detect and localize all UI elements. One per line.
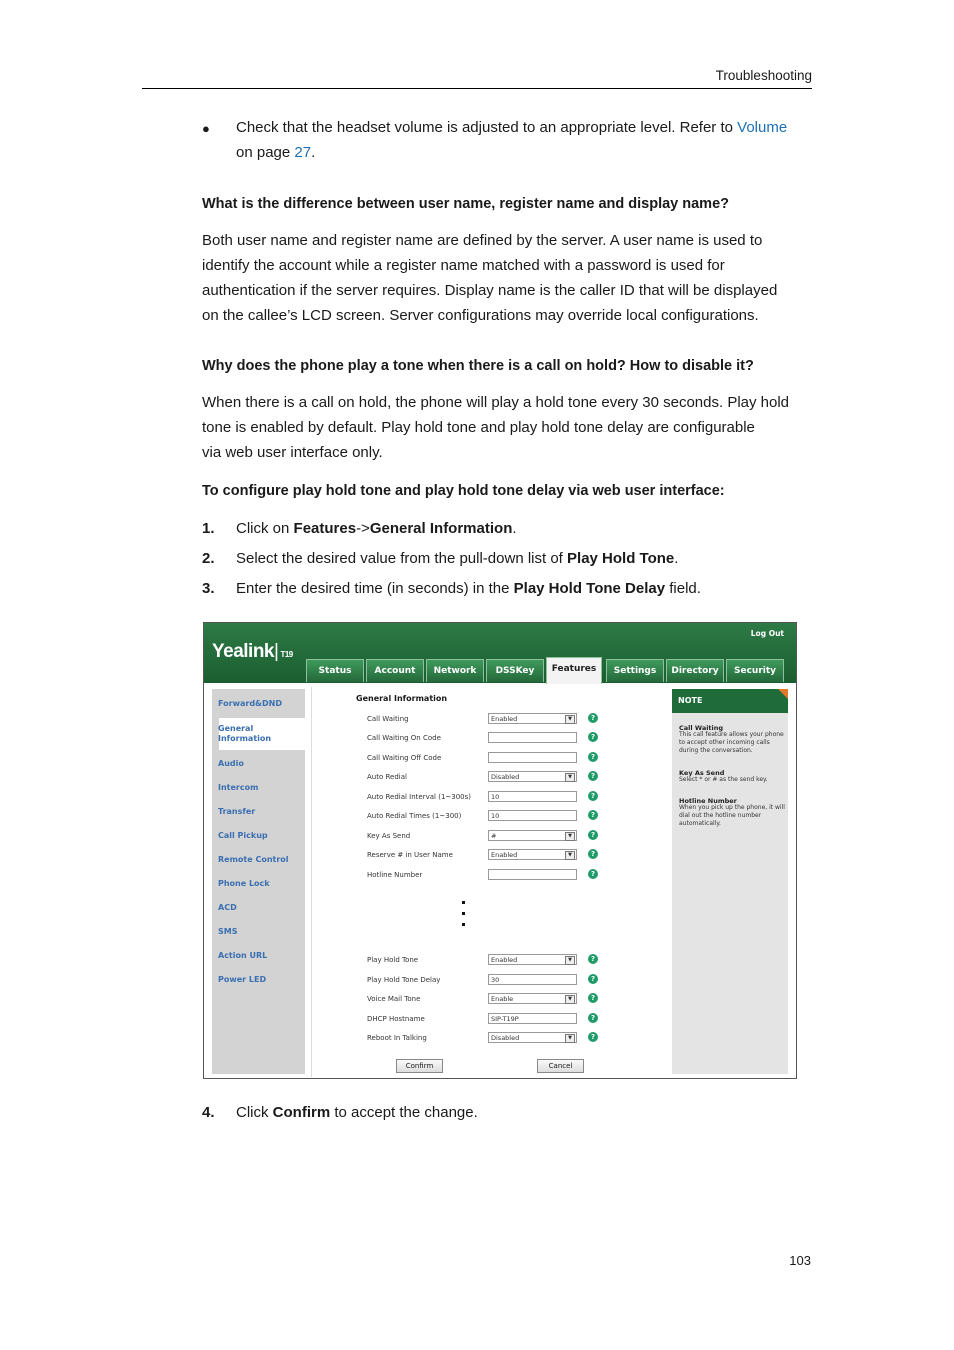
q2-line: tone is enabled by default. Play hold tone and play hold tone delay are configurable [202, 419, 755, 436]
call-waiting-off-code-input[interactable] [488, 752, 577, 763]
help-icon[interactable]: ? [588, 993, 598, 1003]
nav-acd[interactable]: ACD [218, 903, 237, 912]
tab-security[interactable]: Security [726, 659, 784, 682]
web-ui-screenshot [203, 622, 797, 1079]
key-as-send-select[interactable] [488, 830, 577, 841]
auto-redial-select[interactable] [488, 771, 577, 782]
step-bold: Play Hold Tone [567, 550, 675, 567]
help-icon[interactable]: ? [588, 791, 598, 801]
step-bold: Features [293, 520, 357, 537]
logo-text: Yealink [212, 641, 274, 662]
step-text: to accept the change. [330, 1104, 478, 1121]
help-icon[interactable]: ? [588, 732, 598, 742]
chevron-down-icon: ▼ [565, 832, 575, 841]
note-text: Select * or # as the send key. [679, 776, 768, 783]
chevron-down-icon: ▼ [565, 1034, 575, 1043]
q1-heading: What is the difference between user name, register name and display name? [202, 196, 729, 212]
page-number: 103 [789, 1253, 811, 1268]
field-label: Auto Redial Times (1~300) [367, 812, 462, 820]
step-3 [236, 580, 701, 597]
step-text: field. [665, 580, 701, 597]
play-hold-tone-delay-input[interactable]: 30 [488, 974, 577, 985]
field-label: Play Hold Tone Delay [367, 976, 441, 984]
help-icon[interactable]: ? [588, 810, 598, 820]
help-icon[interactable]: ? [588, 1032, 598, 1042]
q1-line: on the callee’s LCD screen. Server configurations may override local configurations. [202, 307, 759, 324]
nav-action-url[interactable]: Action URL [218, 951, 268, 960]
nav-intercom[interactable]: Intercom [218, 783, 259, 792]
step-text: Click on [236, 520, 294, 537]
field-label: Auto Redial [367, 773, 407, 781]
procedure-heading: To configure play hold tone and play hold tone delay via web user interface: [202, 483, 725, 499]
nav-call-pickup[interactable]: Call Pickup [218, 831, 268, 840]
bullet-paragraph [236, 115, 816, 165]
tab-dsskey[interactable]: DSSKey [486, 659, 544, 682]
auto-redial-times-input[interactable]: 10 [488, 810, 577, 821]
tab-status[interactable]: Status [306, 659, 364, 682]
help-icon[interactable]: ? [588, 1013, 598, 1023]
hotline-number-input[interactable] [488, 869, 577, 880]
note-title: Key As Send [679, 769, 725, 777]
nav-general-information[interactable]: General Information [218, 724, 272, 743]
q2-line: When there is a call on hold, the phone will play a hold tone every 30 seconds. Play hold [202, 394, 790, 411]
note-title: Hotline Number [679, 797, 737, 805]
step-text: -> [356, 520, 370, 537]
field-label: DHCP Hostname [367, 1015, 425, 1023]
reserve-hash-select[interactable] [488, 849, 577, 860]
field-value: Enabled [491, 956, 518, 964]
tab-features[interactable]: Features [546, 657, 602, 684]
header-title: Troubleshooting [715, 68, 812, 83]
step-text: . [512, 520, 517, 537]
q2-line: via web user interface only. [202, 444, 383, 461]
field-value: Enable [491, 995, 514, 1003]
yealink-logo: Yealink| T19 [212, 641, 293, 662]
nav-transfer[interactable]: Transfer [218, 807, 256, 816]
field-label: Hotline Number [367, 871, 423, 879]
step-1 [236, 520, 517, 537]
field-label: Call Waiting On Code [367, 734, 441, 742]
help-icon[interactable]: ? [588, 849, 598, 859]
tab-account[interactable]: Account [366, 659, 424, 682]
chevron-down-icon: ▼ [565, 715, 575, 724]
help-icon[interactable]: ? [588, 830, 598, 840]
chevron-down-icon: ▼ [565, 956, 575, 965]
field-value: Disabled [491, 1034, 520, 1042]
nav-power-led[interactable]: Power LED [218, 975, 267, 984]
field-label: Call Waiting [367, 715, 409, 723]
step-bold: General Information [369, 520, 513, 537]
q2-heading: Why does the phone play a tone when there is a call on hold? How to disable it? [202, 358, 754, 374]
field-label: Call Waiting Off Code [367, 754, 442, 762]
auto-redial-interval-input[interactable]: 10 [488, 791, 577, 802]
help-icon[interactable]: ? [588, 771, 598, 781]
nav-audio[interactable]: Audio [218, 759, 244, 768]
help-icon[interactable]: ? [588, 752, 598, 762]
bullet-text-3: . [311, 144, 316, 161]
play-hold-tone-select[interactable] [488, 954, 577, 965]
note-header: NOTE [672, 689, 788, 713]
step-number: 1. [202, 520, 215, 537]
q1-line: Both user name and register name are defined by the server. A user name is used to [202, 232, 763, 249]
cancel-button[interactable]: Cancel [537, 1059, 584, 1073]
chevron-down-icon: ▼ [565, 773, 575, 782]
nav-phone-lock[interactable]: Phone Lock [218, 879, 270, 888]
call-waiting-select[interactable] [488, 713, 577, 724]
help-icon[interactable]: ? [588, 869, 598, 879]
tab-settings[interactable]: Settings [606, 659, 664, 682]
confirm-button[interactable]: Confirm [396, 1059, 443, 1073]
bullet-text-2: on page [236, 144, 295, 161]
field-value: Enabled [491, 851, 518, 859]
field-label: Play Hold Tone [367, 956, 419, 964]
field-label: Voice Mail Tone [367, 995, 421, 1003]
step-2 [236, 550, 678, 567]
running-header [142, 68, 812, 89]
nav-sms[interactable]: SMS [218, 927, 238, 936]
nav-remote-control[interactable]: Remote Control [218, 855, 289, 864]
note-corner [778, 689, 788, 699]
field-label: Auto Redial Interval (1~300s) [367, 793, 472, 801]
dhcp-hostname-input[interactable]: SIP-T19P [488, 1013, 577, 1024]
q1-paragraph [202, 228, 814, 328]
help-icon[interactable]: ? [588, 974, 598, 984]
q2-paragraph [202, 390, 814, 465]
step-number: 4. [202, 1104, 215, 1121]
field-label: Key As Send [367, 832, 411, 840]
step-number: 3. [202, 580, 215, 597]
help-icon[interactable]: ? [588, 713, 598, 723]
chevron-down-icon: ▼ [565, 851, 575, 860]
step-text: . [674, 550, 679, 567]
note-title: Call Waiting [679, 724, 724, 732]
step-text: Click [236, 1104, 273, 1121]
step-bold: Play Hold Tone Delay [513, 580, 666, 597]
q1-line: identify the account while a register name matched with a password is used for [202, 257, 725, 274]
field-value: Disabled [491, 773, 520, 781]
bullet-icon: ● [202, 121, 210, 136]
step-number: 2. [202, 550, 215, 567]
tab-directory[interactable]: Directory [666, 659, 724, 682]
field-value: Enabled [491, 715, 518, 723]
note-text: When you pick up the phone, it will dial out the hotline number automatically. [679, 804, 785, 827]
step-4 [236, 1104, 478, 1121]
step-bold: Confirm [272, 1104, 331, 1121]
voice-mail-tone-select[interactable] [488, 993, 577, 1004]
step-text: Select the desired value from the pull-down list of [236, 550, 568, 567]
page-27-link[interactable]: 27 [294, 144, 312, 161]
call-waiting-on-code-input[interactable] [488, 732, 577, 743]
section-title: General Information [356, 694, 448, 703]
model-text: T19 [280, 650, 293, 659]
logout-link[interactable]: Log Out [750, 629, 784, 638]
reboot-in-talking-select[interactable] [488, 1032, 577, 1043]
tab-network[interactable]: Network [426, 659, 484, 682]
chevron-down-icon: ▼ [565, 995, 575, 1004]
field-label: Reboot In Talking [367, 1034, 427, 1042]
field-label: Reserve # in User Name [367, 851, 453, 859]
bullet-text: Check that the headset volume is adjusted to an appropriate level. Refer to [236, 119, 738, 136]
q1-line: authentication if the server requires. Display name is the caller ID that will be displayed [202, 282, 778, 299]
step-text: Enter the desired time (in seconds) in the [236, 580, 514, 597]
volume-link[interactable]: Volume [737, 119, 788, 136]
note-text: This call feature allows your phone to accept other incoming calls during the conversation. [679, 731, 784, 754]
nav-forward-dnd[interactable]: Forward&DND [218, 699, 282, 708]
ellipsis-dots [462, 901, 466, 934]
help-icon[interactable]: ? [588, 954, 598, 964]
field-value: # [491, 832, 497, 840]
